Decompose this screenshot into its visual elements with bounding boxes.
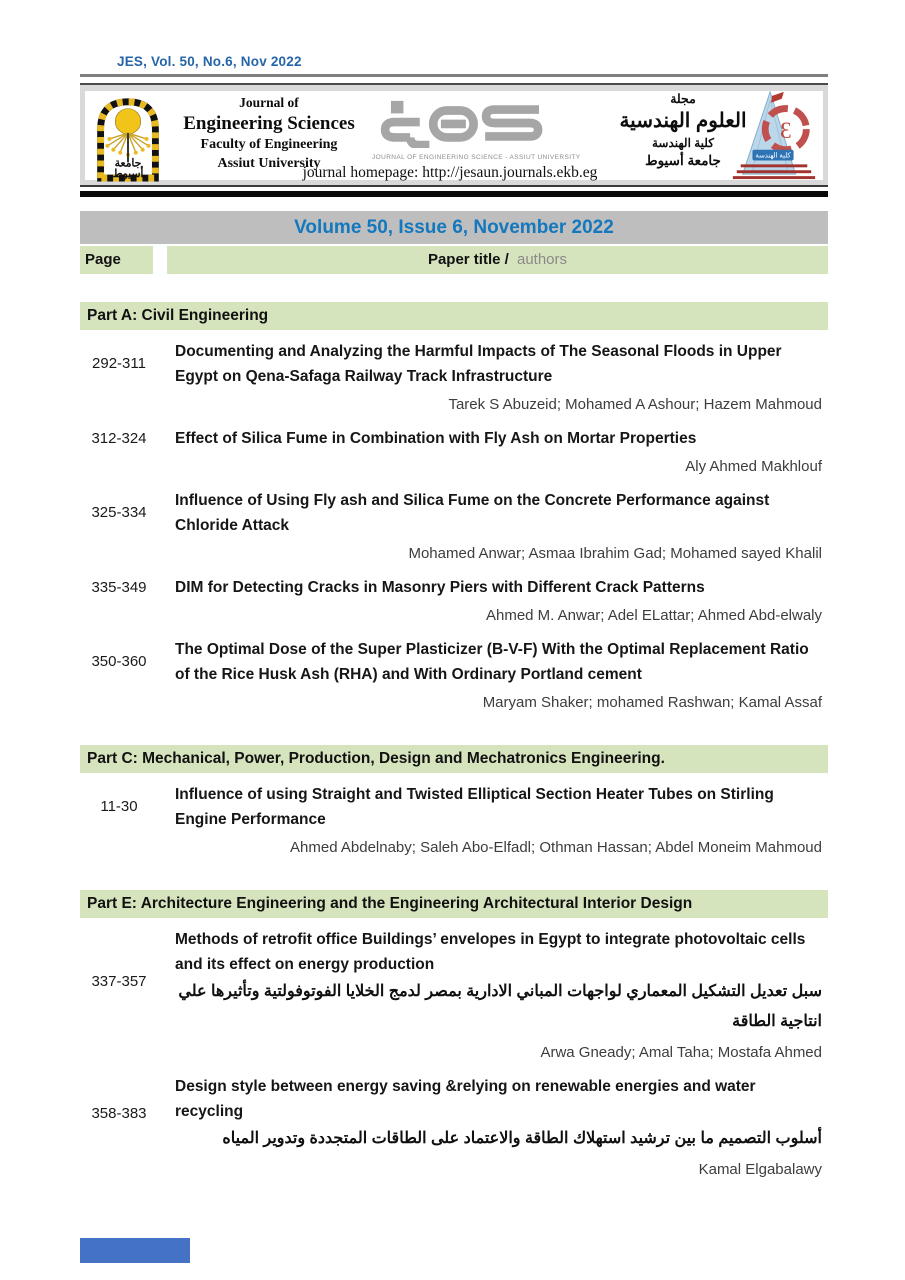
section-part-e [80,890,828,1182]
paper-title: DIM for Detecting Cracks in Masonry Piers with Different Crack Patterns [175,578,705,596]
paper-row [80,927,828,1065]
issue-title: Volume 50, Issue 6, November 2022 [80,211,828,244]
section-heading: Part E: Architecture Engineering and the Engineering Architectural Interior Design [80,890,828,918]
section-part-c [80,745,828,860]
paper-row [80,426,828,479]
paper-title: Documenting and Analyzing the Harmful Impacts of The Seasonal Floods in Upper Egypt on Qena-Safaga Railway Track Infrastructure [175,342,782,385]
paper-row [80,1074,828,1182]
paper-authors: Arwa Gneady; Amal Taha; Mostafa Ahmed [540,1043,822,1061]
svg-text:جامعة: جامعة [114,156,142,169]
running-head: JES, Vol. 50, No.6, Nov 2022 [117,54,302,69]
jes-logo-icon [372,98,581,164]
paper-authors: Aly Ahmed Makhlouf [685,457,822,475]
paper-title: Influence of Using Fly ash and Silica Fume on the Concrete Performance against Chloride Attack [175,491,770,534]
paper-row [80,488,828,566]
paper-pages: 312-324 [91,429,147,447]
masthead-divider-bar [80,191,828,197]
journal-name-line: Assiut University [217,155,321,171]
paper-row [80,782,828,860]
paper-pages: 350-360 [91,653,147,670]
svg-text:Ɛ: Ɛ [779,117,792,144]
journal-homepage-link[interactable]: journal homepage: http://jesaun.journals.ekb.eg [302,163,598,181]
paper-authors: Kamal Elgabalawy [698,1160,822,1178]
toc-header-gap [153,246,167,274]
jes-logo-caption: JOURNAL OF ENGINEERING SCIENCE - ASSIUT UNIVERSITY [372,153,581,161]
page-content [80,0,828,1182]
paper-authors: Mohamed Anwar; Asmaa Ibrahim Gad; Mohamed sayed Khalil [408,544,822,562]
paper-pages: 335-349 [91,578,147,596]
svg-text:أسيوط: أسيوط [112,167,144,180]
section-heading: Part C: Mechanical, Power, Production, Design and Mechatronics Engineering. [80,745,828,773]
footer-blue-bar [80,1238,190,1263]
paper-pages: 11-30 [100,798,138,815]
journal-name-block [175,94,363,173]
paper-title: Effect of Silica Fume in Combination with Fly Ash on Mortar Properties [175,429,697,447]
toc-header-page: Page [80,246,153,274]
paper-authors: Ahmed Abdelnaby; Saleh Abo-Elfadl; Othman Hassan; Abdel Moneim Mahmoud [290,838,822,856]
arabic-name-line: كلية الهندسة [651,135,714,150]
paper-authors: Tarek S Abuzeid; Mohamed A Ashour; Hazem Mahmoud [448,395,822,413]
svg-text:كلية الهندسة: كلية الهندسة [755,152,791,160]
journal-masthead [80,83,828,187]
paper-title: Design style between energy saving &relying on renewable energies and water recycling [175,1077,756,1120]
journal-name-line: Journal of [239,94,299,110]
journal-name-line: Engineering Sciences [183,112,355,134]
section-heading: Part A: Civil Engineering [80,302,828,330]
assiut-university-emblem-icon [92,92,164,182]
paper-row [80,637,828,715]
paper-title-arabic: سبل تعديل التشكيل المعماري لواجهات المباني الادارية بمصر لدمج الخلايا الفوتوفولتية وتأثيرها علي انتاجية الطاقة [178,982,822,1030]
journal-name-line: Faculty of Engineering [200,136,338,152]
arabic-name-line: جامعة أسيوط [645,152,721,168]
paper-title-arabic: أسلوب التصميم ما بين ترشيد استهلاك الطاقة والاعتماد على الطاقات المتجددة وتدوير المياه [222,1129,822,1147]
paper-title: Influence of using Straight and Twisted Elliptical Section Heater Tubes on Stirling Engine Performance [175,785,774,828]
header-rule [80,74,828,77]
paper-row [80,339,828,417]
toc-header-authors-label: authors [516,250,568,268]
paper-pages: 337-357 [91,973,147,990]
toc-header-row [80,246,828,274]
toc-header-title-label: Paper title / [427,250,509,268]
toc-header-title [167,246,828,274]
section-part-a [80,302,828,715]
arabic-name-line: العلوم الهندسية [619,109,747,132]
faculty-of-engineering-logo-icon [727,88,821,182]
paper-pages: 292-311 [92,355,146,372]
paper-pages: 358-383 [91,1105,147,1122]
paper-title: The Optimal Dose of the Super Plasticizer (B-V-F) With the Optimal Replacement Ratio of the Rice Husk Ash (RHA) and With Ordinary Portland cement [175,640,809,683]
paper-authors: Ahmed M. Anwar; Adel ELattar; Ahmed Abd-elwaly [485,606,822,624]
paper-pages: 325-334 [91,504,147,521]
arabic-name-line: مجلة [670,91,696,106]
paper-title: Methods of retrofit office Buildings’ envelopes in Egypt to integrate photovoltaic cells and its effect on energy production [175,930,806,973]
paper-row [80,575,828,628]
paper-authors: Maryam Shaker; mohamed Rashwan; Kamal Assaf [482,693,822,711]
